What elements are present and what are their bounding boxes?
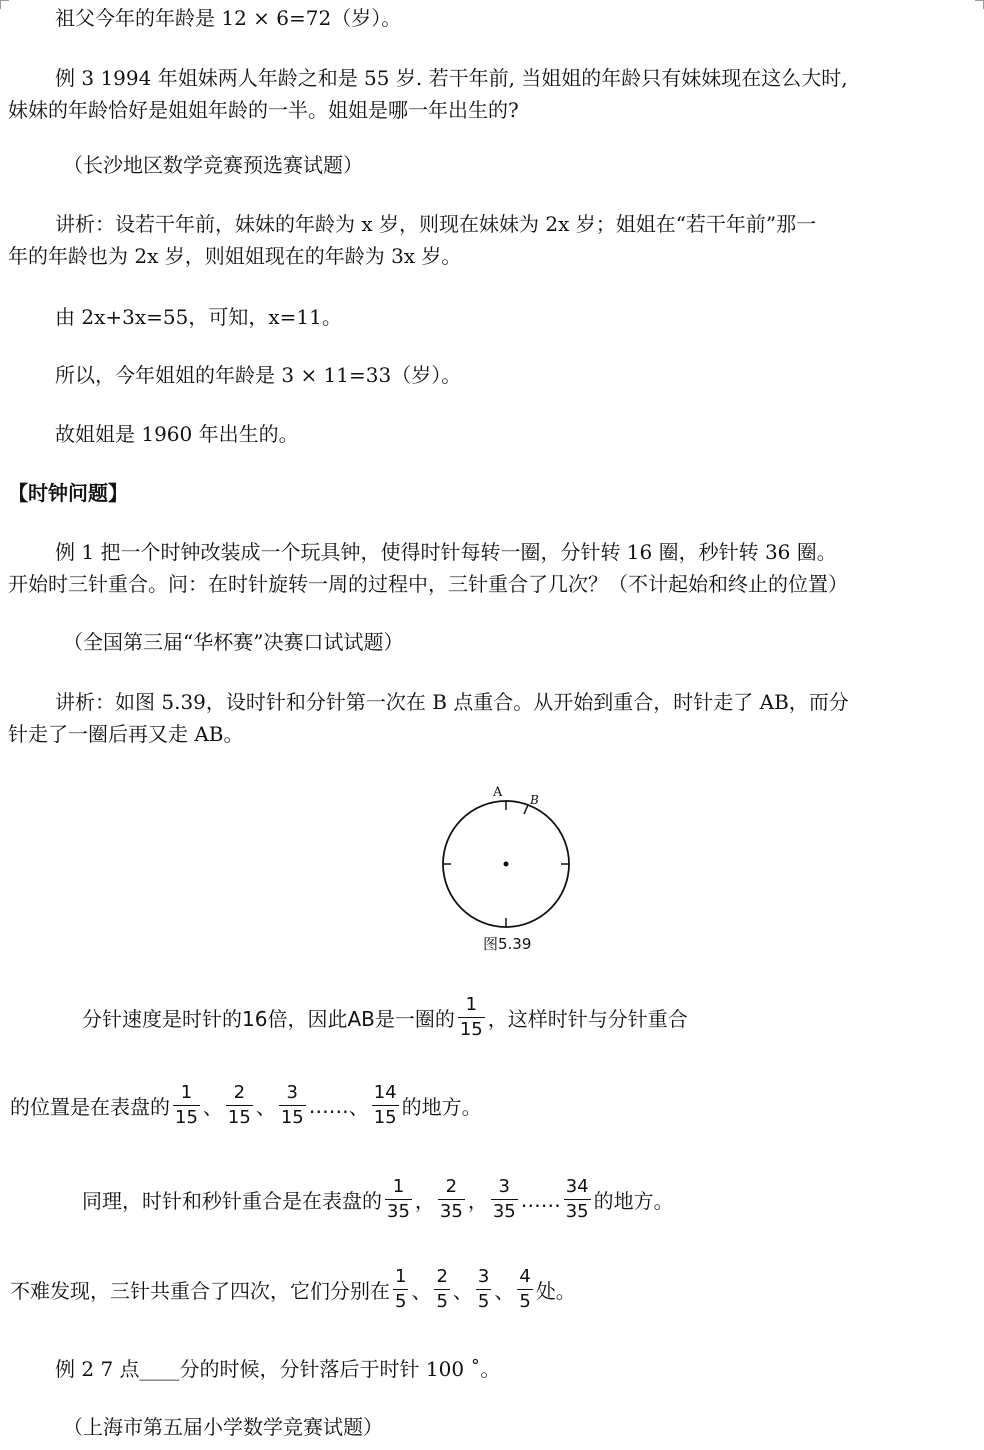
scan-line-minute-speed xyxy=(82,996,688,1039)
analysis-3-line-2: 年的年龄也为 2x 岁，则姐姐现在的年龄为 3x 岁。 xyxy=(8,244,462,268)
page-corner-mark-right xyxy=(975,0,984,9)
separator: 、 xyxy=(348,1095,369,1119)
source-citation-2: （全国第三届“华杯赛”决赛口试试题） xyxy=(63,630,404,654)
fraction-denominator: 35 xyxy=(439,1201,463,1222)
scan3-pre: 同理，时针和秒针重合是在表盘的 xyxy=(82,1189,382,1213)
fraction-numerator: 34 xyxy=(565,1176,589,1197)
section-heading-clock: 【时钟问题】 xyxy=(8,481,128,505)
example-1-problem xyxy=(8,536,848,600)
analysis-3-line-1: 讲析：设若干年前，妹妹的年龄为 x 岁，则现在妹妹为 2x 岁；姐姐在“若干年前”那一 xyxy=(55,212,817,236)
label-b: B xyxy=(530,793,539,807)
ellipsis: …… xyxy=(520,1187,561,1212)
fraction-denominator: 15 xyxy=(280,1107,304,1128)
fraction-denominator: 5 xyxy=(395,1291,407,1312)
fraction-denominator: 35 xyxy=(565,1201,589,1222)
scan1-post: ，这样时针与分针重合 xyxy=(487,1007,688,1031)
example-1-line-1: 例 1 把一个时钟改装成一个玩具钟，使得时针每转一圈，分针转 16 圈，秒针转 36 圈。 xyxy=(55,540,837,564)
separator: ， xyxy=(414,1189,435,1213)
grandfather-age-text: 祖父今年的年龄是 12 × 6=72（岁）。 xyxy=(55,6,402,30)
scan2-post: 的地方。 xyxy=(401,1095,482,1119)
ellipsis: …… xyxy=(308,1093,349,1118)
fraction-numerator: 1 xyxy=(465,994,478,1015)
scan3-post: 的地方。 xyxy=(593,1189,674,1213)
example-3-problem xyxy=(8,62,848,126)
separator: 、 xyxy=(452,1279,473,1303)
fraction xyxy=(372,1084,399,1127)
fraction-numerator: 14 xyxy=(373,1082,397,1103)
scan4-pre: 不难发现，三针共重合了四次，它们分别在 xyxy=(10,1279,390,1303)
source-citation-1: （长沙地区数学竞赛预选赛试题） xyxy=(63,153,363,177)
fraction-numerator: 3 xyxy=(498,1176,510,1197)
fraction xyxy=(393,1268,408,1311)
fraction-denominator: 15 xyxy=(175,1107,198,1128)
fraction-numerator: 1 xyxy=(180,1082,193,1103)
fraction-numerator: 2 xyxy=(445,1176,458,1197)
separator: 、 xyxy=(202,1095,223,1119)
page-corner-mark-left xyxy=(0,0,9,9)
fraction-numerator: 2 xyxy=(233,1082,246,1103)
scan4-post: 处。 xyxy=(535,1279,576,1303)
clock-figure-5-39 xyxy=(440,780,580,955)
fraction-denominator: 5 xyxy=(477,1291,490,1312)
fraction xyxy=(476,1268,491,1311)
fraction xyxy=(517,1268,532,1311)
sister-age-line: 所以，今年姐姐的年龄是 3 × 11=33（岁）。 xyxy=(55,363,462,387)
example-3-line-1: 例 3 1994 年姐妹两人年龄之和是 55 岁. 若干年前, 当姐姐的年龄只有妹妹现在这么大时, xyxy=(55,66,848,90)
fraction-numerator: 1 xyxy=(392,1176,405,1197)
fraction xyxy=(564,1178,591,1221)
fraction-denominator: 35 xyxy=(387,1201,410,1222)
tick-b xyxy=(524,805,528,814)
analysis-example-1 xyxy=(8,686,849,750)
scan-line-hour-minute-positions xyxy=(10,1084,482,1127)
fraction-numerator: 2 xyxy=(436,1266,448,1287)
label-a: A xyxy=(493,785,503,800)
fraction xyxy=(173,1084,200,1127)
scan2-pre: 的位置是在表盘的 xyxy=(10,1095,170,1119)
fraction-denominator: 5 xyxy=(436,1291,448,1312)
scan-line-four-coincidences xyxy=(10,1268,576,1311)
example-1-line-2: 开始时三针重合。问：在时针旋转一周的过程中，三针重合了几次？（不计起始和终止的位置） xyxy=(8,572,848,596)
fraction-denominator: 15 xyxy=(227,1107,251,1128)
fraction-numerator: 3 xyxy=(477,1266,490,1287)
fraction-numerator: 1 xyxy=(395,1266,407,1287)
fraction-denominator: 15 xyxy=(373,1107,397,1128)
example-2-problem: 例 2 7 点____分的时候，分针落后于时针 100 ˚。 xyxy=(55,1357,501,1381)
separator: 、 xyxy=(255,1095,276,1119)
fraction-denominator: 35 xyxy=(492,1201,516,1222)
fraction-1-15 xyxy=(458,996,485,1039)
equation-line: 由 2x+3x=55，可知，x=11。 xyxy=(55,305,342,329)
fraction xyxy=(438,1178,465,1221)
example-3-line-2: 妹妹的年龄恰好是姐姐年龄的一半。姐姐是哪一年出生的? xyxy=(8,98,519,122)
scan-line-hour-second-positions xyxy=(82,1178,674,1221)
separator: 、 xyxy=(411,1279,432,1303)
fraction-denominator: 5 xyxy=(519,1291,531,1312)
conclusion-line: 故姐姐是 1960 年出生的。 xyxy=(55,422,299,446)
fraction xyxy=(385,1178,412,1221)
separator: ， xyxy=(467,1189,488,1213)
fraction-numerator: 3 xyxy=(286,1082,298,1103)
fraction-numerator: 4 xyxy=(519,1266,531,1287)
fraction xyxy=(279,1084,306,1127)
fraction xyxy=(226,1084,253,1127)
source-citation-3: （上海市第五届小学数学竞赛试题） xyxy=(63,1415,383,1439)
clock-center-dot xyxy=(504,862,509,867)
analysis-example-3 xyxy=(8,208,816,272)
analysis-1-line-2: 针走了一圈后再又走 AB。 xyxy=(8,722,244,746)
scan1-pre: 分针速度是时针的16倍，因此AB是一圈的 xyxy=(82,1007,455,1031)
fraction xyxy=(491,1178,518,1221)
figure-caption: 图5.39 xyxy=(483,935,532,953)
separator: 、 xyxy=(494,1279,515,1303)
fraction-denominator: 15 xyxy=(459,1019,483,1040)
analysis-1-line-1: 讲析：如图 5.39，设时针和分针第一次在 B 点重合。从开始到重合，时针走了 AB，而分 xyxy=(55,690,849,714)
fraction xyxy=(434,1268,449,1311)
